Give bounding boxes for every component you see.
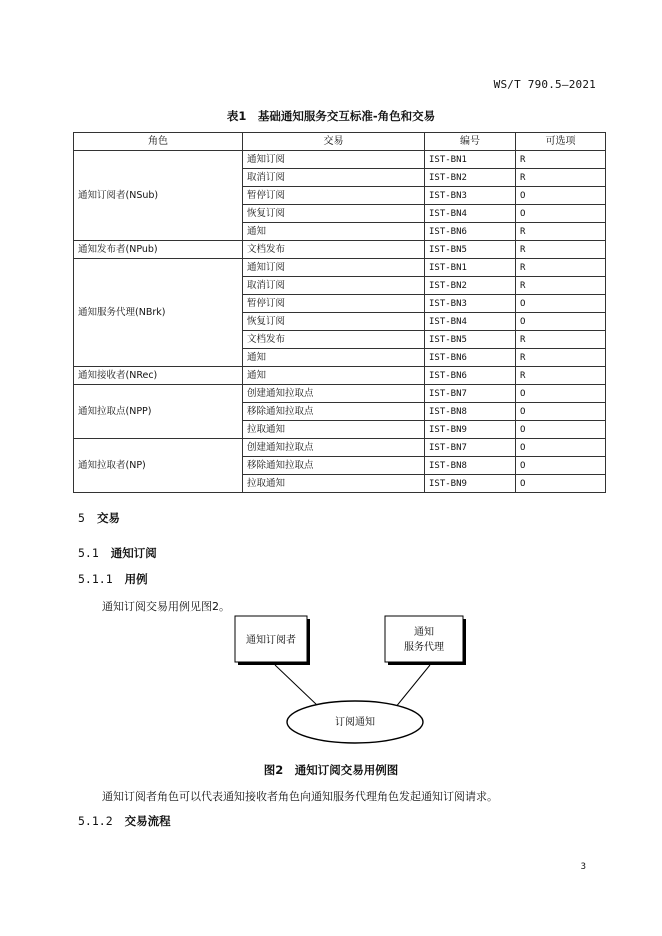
code-cell: IST-BN6: [425, 349, 516, 367]
section-number: 5.1: [78, 546, 99, 560]
section-number: 5.1.2: [78, 814, 113, 828]
table-row: [74, 385, 606, 403]
option-cell: R: [516, 223, 606, 241]
transaction-cell: 通知: [243, 349, 425, 367]
transaction-cell: 移除通知拉取点: [243, 457, 425, 475]
option-cell: R: [516, 151, 606, 169]
code-cell: IST-BN6: [425, 367, 516, 385]
use-case-description-paragraph: 通知订阅者角色可以代表通知接收者角色向通知服务代理角色发起通知订阅请求。: [102, 790, 498, 803]
actor-subscriber-label: 通知订阅者: [246, 635, 296, 646]
actor-broker-label-line2: 服务代理: [404, 642, 444, 653]
option-cell: R: [516, 241, 606, 259]
table-row: [74, 151, 606, 169]
option-cell: R: [516, 349, 606, 367]
option-cell: O: [516, 403, 606, 421]
section-5-1-2-heading: [78, 813, 171, 829]
header-option: 可选项: [516, 133, 606, 151]
code-cell: IST-BN3: [425, 295, 516, 313]
code-cell: IST-BN4: [425, 313, 516, 331]
option-cell: R: [516, 259, 606, 277]
code-cell: IST-BN5: [425, 331, 516, 349]
section-title: 交易流程: [124, 814, 171, 828]
option-cell: O: [516, 475, 606, 493]
option-cell: O: [516, 313, 606, 331]
figure-caption: 图2 通知订阅交易用例图: [263, 763, 399, 777]
actor-broker-label-line1: 通知: [414, 627, 434, 638]
table-body: [74, 151, 606, 493]
option-cell: O: [516, 421, 606, 439]
table-row: [74, 259, 606, 277]
code-cell: IST-BN6: [425, 223, 516, 241]
role-cell: 通知发布者(NPub): [74, 241, 243, 259]
code-cell: IST-BN3: [425, 187, 516, 205]
code-cell: IST-BN8: [425, 403, 516, 421]
option-cell: O: [516, 295, 606, 313]
section-5-1-heading: [78, 545, 157, 561]
section-5-heading: [78, 510, 120, 526]
transaction-cell: 通知: [243, 367, 425, 385]
transaction-cell: 移除通知拉取点: [243, 403, 425, 421]
code-cell: IST-BN1: [425, 151, 516, 169]
table-header-row: [74, 133, 606, 151]
option-cell: O: [516, 205, 606, 223]
header-role: 角色: [74, 133, 243, 151]
code-cell: IST-BN4: [425, 205, 516, 223]
transaction-cell: 恢复订阅: [243, 313, 425, 331]
page-number: 3: [580, 862, 586, 872]
option-cell: O: [516, 439, 606, 457]
role-cell: 通知拉取点(NPP): [74, 385, 243, 439]
code-cell: IST-BN9: [425, 475, 516, 493]
transaction-cell: 拉取通知: [243, 421, 425, 439]
transaction-cell: 创建通知拉取点: [243, 385, 425, 403]
association-line-right: [395, 665, 430, 708]
option-cell: R: [516, 331, 606, 349]
section-title: 交易: [96, 511, 120, 525]
code-cell: IST-BN8: [425, 457, 516, 475]
transaction-cell: 通知订阅: [243, 151, 425, 169]
code-cell: IST-BN2: [425, 169, 516, 187]
transaction-cell: 文档发布: [243, 331, 425, 349]
section-number: 5.1.1: [78, 572, 113, 586]
role-cell: 通知订阅者(NSub): [74, 151, 243, 241]
use-case-intro-paragraph: 通知订阅交易用例见图2。: [102, 600, 230, 613]
code-cell: IST-BN7: [425, 439, 516, 457]
transaction-cell: 取消订阅: [243, 169, 425, 187]
section-5-1-1-heading: [78, 571, 148, 587]
transaction-cell: 创建通知拉取点: [243, 439, 425, 457]
header-code: 编号: [425, 133, 516, 151]
option-cell: R: [516, 277, 606, 295]
transaction-cell: 暂停订阅: [243, 295, 425, 313]
code-cell: IST-BN1: [425, 259, 516, 277]
roles-transactions-table: [73, 132, 606, 493]
use-case-label: 订阅通知: [335, 717, 375, 728]
role-cell: 通知接收者(NRec): [74, 367, 243, 385]
code-cell: IST-BN9: [425, 421, 516, 439]
role-cell: 通知服务代理(NBrk): [74, 259, 243, 367]
transaction-cell: 通知订阅: [243, 259, 425, 277]
code-cell: IST-BN2: [425, 277, 516, 295]
transaction-cell: 文档发布: [243, 241, 425, 259]
actor-broker-box: [385, 616, 466, 665]
section-title: 用例: [124, 572, 148, 586]
code-cell: IST-BN7: [425, 385, 516, 403]
standard-number: WS/T 790.5—2021: [493, 78, 596, 91]
section-number: 5: [78, 511, 85, 525]
use-case-diagram: [220, 610, 480, 750]
code-cell: IST-BN5: [425, 241, 516, 259]
table-caption: 表1 基础通知服务交互标准-角色和交易: [226, 109, 436, 123]
option-cell: O: [516, 385, 606, 403]
association-line-left: [275, 665, 318, 706]
transaction-cell: 暂停订阅: [243, 187, 425, 205]
transaction-cell: 拉取通知: [243, 475, 425, 493]
transaction-cell: 通知: [243, 223, 425, 241]
option-cell: R: [516, 169, 606, 187]
section-title: 通知订阅: [110, 546, 157, 560]
transaction-cell: 取消订阅: [243, 277, 425, 295]
option-cell: O: [516, 187, 606, 205]
transaction-cell: 恢复订阅: [243, 205, 425, 223]
table-row: [74, 439, 606, 457]
role-cell: 通知拉取者(NP): [74, 439, 243, 493]
table-row: [74, 367, 606, 385]
header-transaction: 交易: [243, 133, 425, 151]
option-cell: R: [516, 367, 606, 385]
option-cell: O: [516, 457, 606, 475]
table-row: [74, 241, 606, 259]
